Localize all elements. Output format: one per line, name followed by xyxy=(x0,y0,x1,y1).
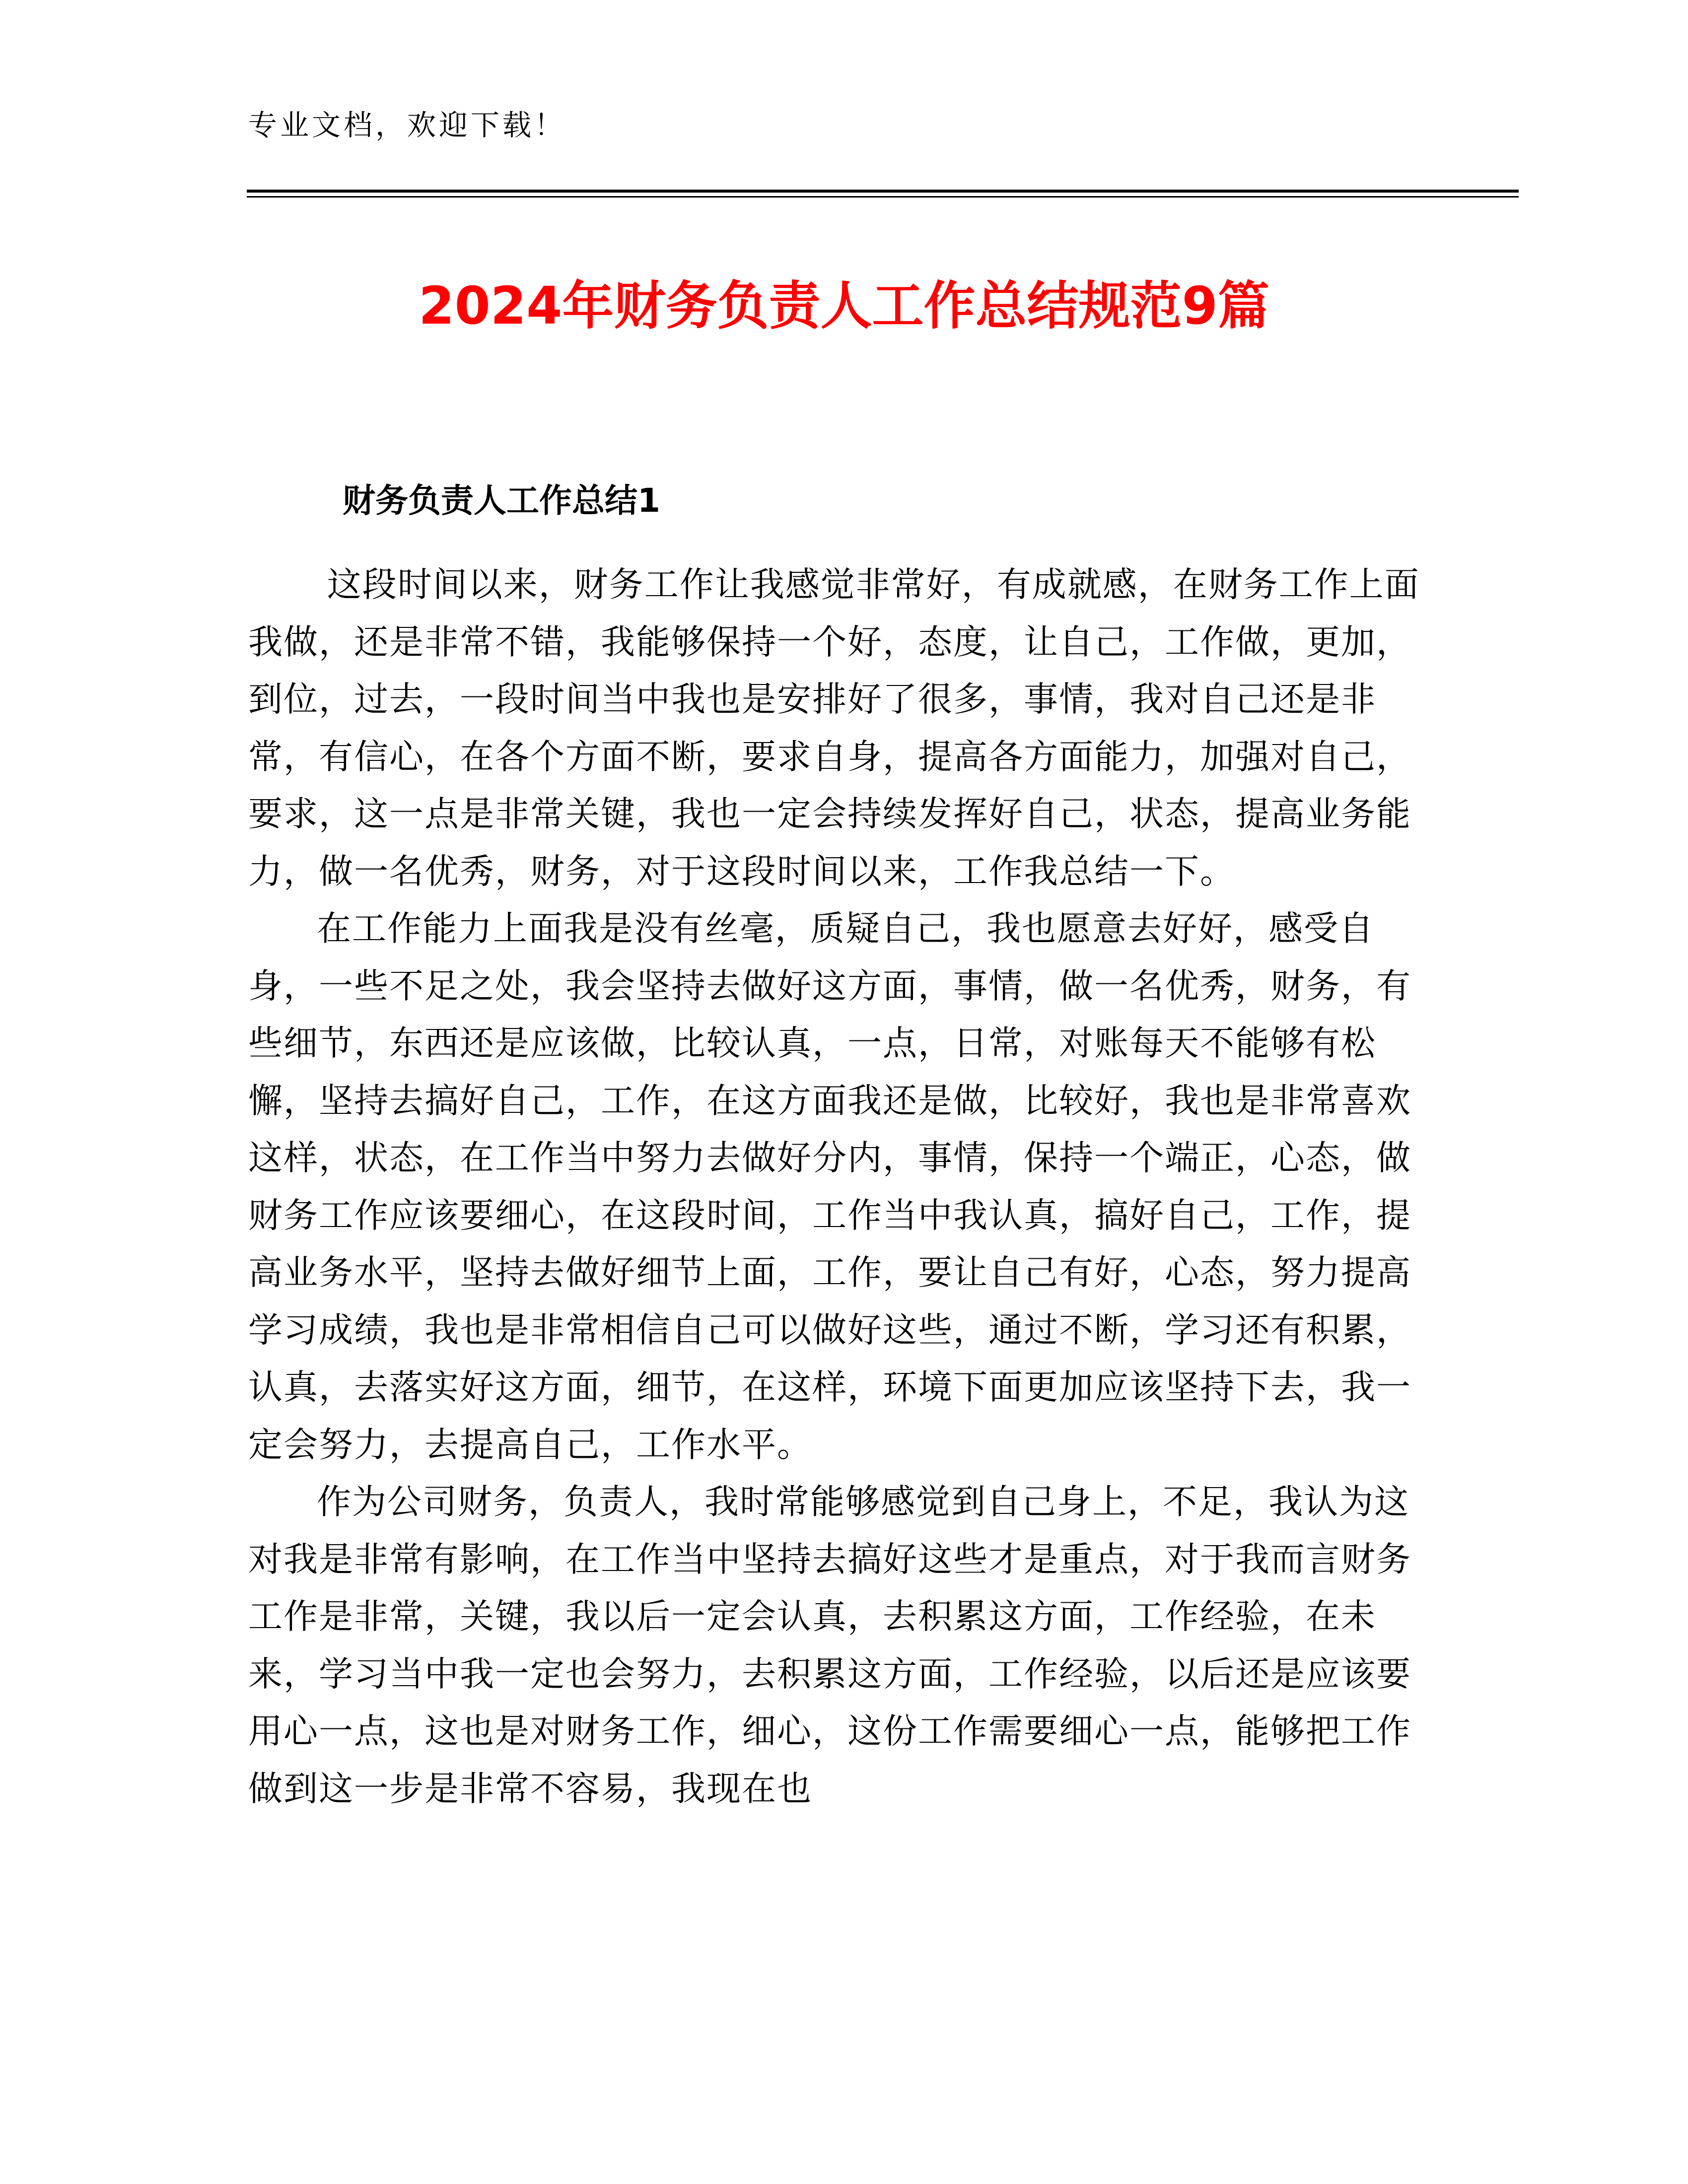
body-paragraph: 这段时间以来，财务工作让我感觉非常好，有成就感，在财务工作上面我做，还是非常不错，我能够保持一个好，态度，让自己，工作做，更加，到位，过去，一段时间当中我也是安排好了很多，事情，我对自己还是非常，有信心，在各个方面不断，要求自身，提高各方面能力，加强对自己，要求，这一点是非常关键，我也一定会持续发挥好自己，状态，提高业务能力，做一名优秀，财务，对于这段时间以来，工作我总结一下。 xyxy=(248,565,1420,891)
header-rule-thick xyxy=(247,190,1519,193)
header-text: 专业文档，欢迎下载！ xyxy=(248,108,566,142)
body-paragraph: 作为公司财务，负责人，我时常能够感觉到自己身上，不足，我认为这对我是非常有影响，在工作当中坚持去搞好这些才是重点，对于我而言财务工作是非常，关键，我以后一定会认真，去积累这方面，工作经验，在未来，学习当中我一定也会努力，去积累这方面，工作经验，以后还是应该要用心一点，这也是对财务工作，细心，这份工作需要细心一点，能够把工作做到这一步是非常不容易，我现在也 xyxy=(248,1482,1411,1809)
section-heading: 财务负责人工作总结1 xyxy=(343,481,660,520)
header-rule-thin xyxy=(247,196,1519,198)
document-title: 2024年财务负责人工作总结规范9篇 xyxy=(419,275,1269,336)
document-body xyxy=(248,556,1420,1818)
body-paragraph: 在工作能力上面我是没有丝毫，质疑自己，我也愿意去好好，感受自身，一些不足之处，我会坚持去做好这方面，事情，做一名优秀，财务，有些细节，东西还是应该做，比较认真，一点，日常，对账每天不能够有松懈，坚持去搞好自己，工作，在这方面我还是做，比较好，我也是非常喜欢这样，状态，在工作当中努力去做好分内，事情，保持一个端正，心态，做财务工作应该要细心，在这段时间，工作当中我认真，搞好自己，工作，提高业务水平，坚持去做好细节上面，工作，要让自己有好，心态，努力提高学习成绩，我也是非常相信自己可以做好这些，通过不断，学习还有积累，认真，去落实好这方面，细节，在这样，环境下面更加应该坚持下去，我一定会努力，去提高自己，工作水平。 xyxy=(248,909,1411,1465)
